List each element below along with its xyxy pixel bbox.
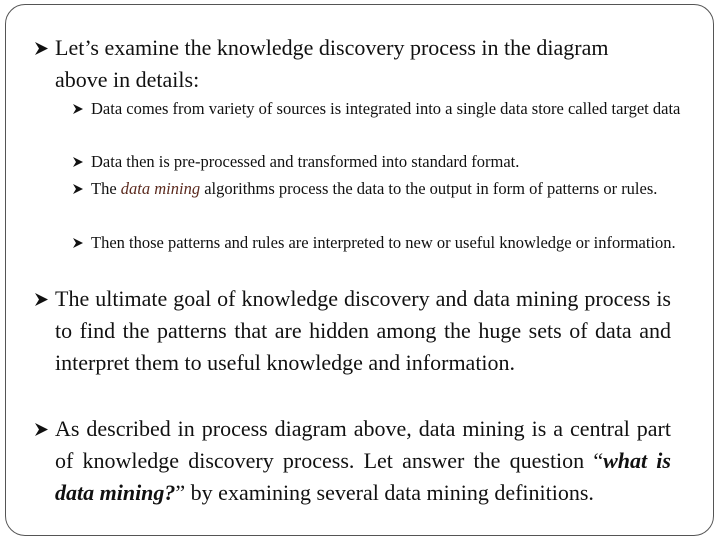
bullet-described-before: As described in process diagram above, data mining is a central part of knowledge discovery process. Let answer the question “ bbox=[55, 416, 671, 473]
sub-bullet-3-after: algorithms process the data to the output in form of patterns or rules. bbox=[200, 179, 658, 198]
sub-bullet-2-text: Data then is pre-processed and transformed into standard format. bbox=[91, 152, 520, 171]
arrow-bullet-icon bbox=[34, 422, 55, 509]
bullet-intro-text: Let’s examine the knowledge discovery process in the diagram above in details: bbox=[55, 35, 609, 92]
what-is-data-mining-emphasis: what is data mining? bbox=[55, 448, 671, 505]
sub-bullet-1-text: Data comes from variety of sources is integrated into a single data store called target data bbox=[91, 99, 681, 118]
data-mining-emphasis: data mining bbox=[120, 179, 201, 198]
bullet-intro bbox=[34, 32, 654, 96]
arrow-bullet-icon bbox=[34, 41, 55, 96]
bullet-goal-text: The ultimate goal of knowledge discovery and data mining process is to find the patterns that are hidden among the huge sets of data and interpret them to useful knowledge and information. bbox=[55, 286, 671, 375]
sub-bullet-1 bbox=[72, 98, 682, 119]
arrow-bullet-icon bbox=[72, 183, 91, 199]
arrow-bullet-icon bbox=[72, 156, 91, 172]
sub-bullet-3-text bbox=[91, 178, 657, 199]
bullet-goal bbox=[34, 283, 671, 379]
sub-bullet-3 bbox=[72, 178, 662, 199]
bullet-described-text bbox=[55, 413, 671, 509]
arrow-bullet-icon bbox=[72, 103, 91, 119]
sub-bullet-4-text: Then those patterns and rules are interpreted to new or useful knowledge or information. bbox=[91, 233, 676, 252]
bullet-described bbox=[34, 413, 671, 509]
arrow-bullet-icon bbox=[34, 292, 55, 379]
bullet-described-after: ” by examining several data mining definitions. bbox=[175, 480, 594, 505]
sub-bullet-4 bbox=[72, 232, 682, 253]
sub-bullet-2 bbox=[72, 151, 682, 172]
sub-bullet-3-before: The bbox=[91, 179, 121, 198]
arrow-bullet-icon bbox=[72, 237, 91, 253]
